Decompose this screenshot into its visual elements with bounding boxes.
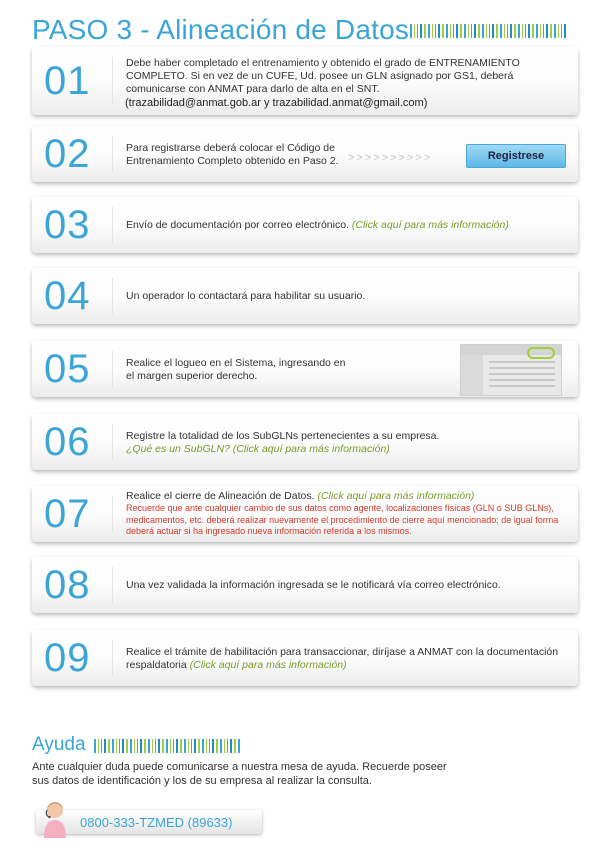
step-number: 03: [44, 203, 91, 247]
step-number: 04: [44, 274, 91, 318]
step-number: 09: [44, 636, 91, 680]
step-description: Para registrarse deberá colocar el Código de Entrenamiento Completo obtenido en Paso 2.: [126, 142, 339, 167]
thumbnail-line: [489, 361, 555, 363]
thumbnail-line: [489, 385, 555, 387]
divider: [112, 640, 113, 676]
page-title: PASO 3 - Alineación de Datos: [32, 14, 410, 45]
step-description: Registre la totalidad de los SubGLNs pertenecientes a su empresa.: [126, 430, 440, 442]
step-description: Realice el cierre de Alineación de Datos.: [126, 490, 315, 502]
step-card-09: [32, 630, 578, 686]
step-description: Debe haber completado el entrenamiento y obtenido el grado de ENTRENAMIENTO COMPLETO. Si en vez de un CUFE, Ud. posee un GLN asignado por GS1, deberá comunicarse con ANMAT para darlo de alta en el SNT.: [126, 57, 520, 95]
step-number: 06: [44, 420, 91, 464]
step-number: 05: [44, 347, 91, 391]
divider: [112, 278, 113, 314]
login-highlight-ring: [527, 347, 555, 359]
thumbnail-line: [489, 379, 555, 381]
step-card-06: [32, 414, 578, 470]
thumbnail-line: [489, 373, 555, 375]
step-description: Una vez validada la información ingresada se le notificará vía correo electrónico.: [126, 579, 501, 591]
more-info-link[interactable]: (Click aquí para más información): [351, 219, 509, 231]
arrows-decoration: >>>>>>>>>>: [348, 152, 433, 164]
register-button[interactable]: Registrese: [466, 144, 566, 168]
help-text: Ante cualquier duda puede comunicarse a nuestra mesa de ayuda. Recuerde poseer sus datos de identificación y los de su empresa al realizar la consulta.: [32, 761, 447, 787]
divider: [112, 207, 113, 243]
divider: [112, 57, 113, 105]
login-screenshot-thumbnail: [460, 344, 562, 396]
divider: [112, 567, 113, 603]
step-text: [126, 57, 546, 96]
support-agent-icon: [40, 798, 70, 838]
step-number: 01: [44, 59, 91, 103]
divider: [112, 424, 113, 460]
step-card-04: [32, 268, 578, 324]
divider: [112, 351, 113, 387]
contact-emails: (trazabilidad@anmat.gob.ar y trazabilidad.anmat@gmail.com): [125, 97, 428, 109]
header-barcode-decoration: [410, 24, 568, 38]
phone-number[interactable]: 0800-333-TZMED (89633): [80, 815, 233, 830]
step-description: Realice el trámite de habilitación para transaccionar, diríjase a ANMAT con la documentación respaldatoria: [126, 646, 559, 671]
thumbnail-sidebar: [461, 355, 483, 395]
step-description: Realice el logueo en el Sistema, ingresando en el margen superior derecho.: [126, 357, 346, 382]
help-barcode-decoration: [94, 739, 242, 753]
step-number: 08: [44, 563, 91, 607]
divider: [112, 496, 113, 532]
help-title: Ayuda: [32, 734, 86, 755]
step-card-08: [32, 557, 578, 613]
step-number: 02: [44, 132, 91, 176]
step-number: 07: [44, 492, 91, 536]
more-info-link[interactable]: (Click aquí para más información): [317, 490, 475, 502]
step-description: Un operador lo contactará para habilitar su usuario.: [126, 290, 366, 302]
step-text: [126, 490, 572, 538]
warning-note: Recuerde que ante cualquier cambio de sus datos como agente, localizaciones físicas (GLN o SUB GLNs), medicamentos, etc. deberá realizar nuevamente el procedimiento de cierre aquí mencionado; de igual forma deberá actuar si ha ingresado nueva información referida a los mismos.: [126, 503, 559, 536]
step-description: Envío de documentación por correo electrónico.: [126, 219, 349, 231]
step-text: [126, 646, 566, 672]
step-card-05: [32, 341, 578, 397]
step-card-07: [32, 486, 578, 542]
subgln-info-link[interactable]: ¿Qué es un SubGLN? (Click aquí para más información): [126, 443, 390, 455]
step-card-01: [32, 47, 578, 115]
step-card-03: [32, 197, 578, 253]
thumbnail-line: [489, 367, 555, 369]
divider: [112, 136, 113, 172]
more-info-link[interactable]: (Click aquí para más información): [189, 659, 347, 671]
step-card-02: [32, 126, 578, 182]
step-text: [126, 219, 566, 232]
step-text: [126, 430, 566, 456]
